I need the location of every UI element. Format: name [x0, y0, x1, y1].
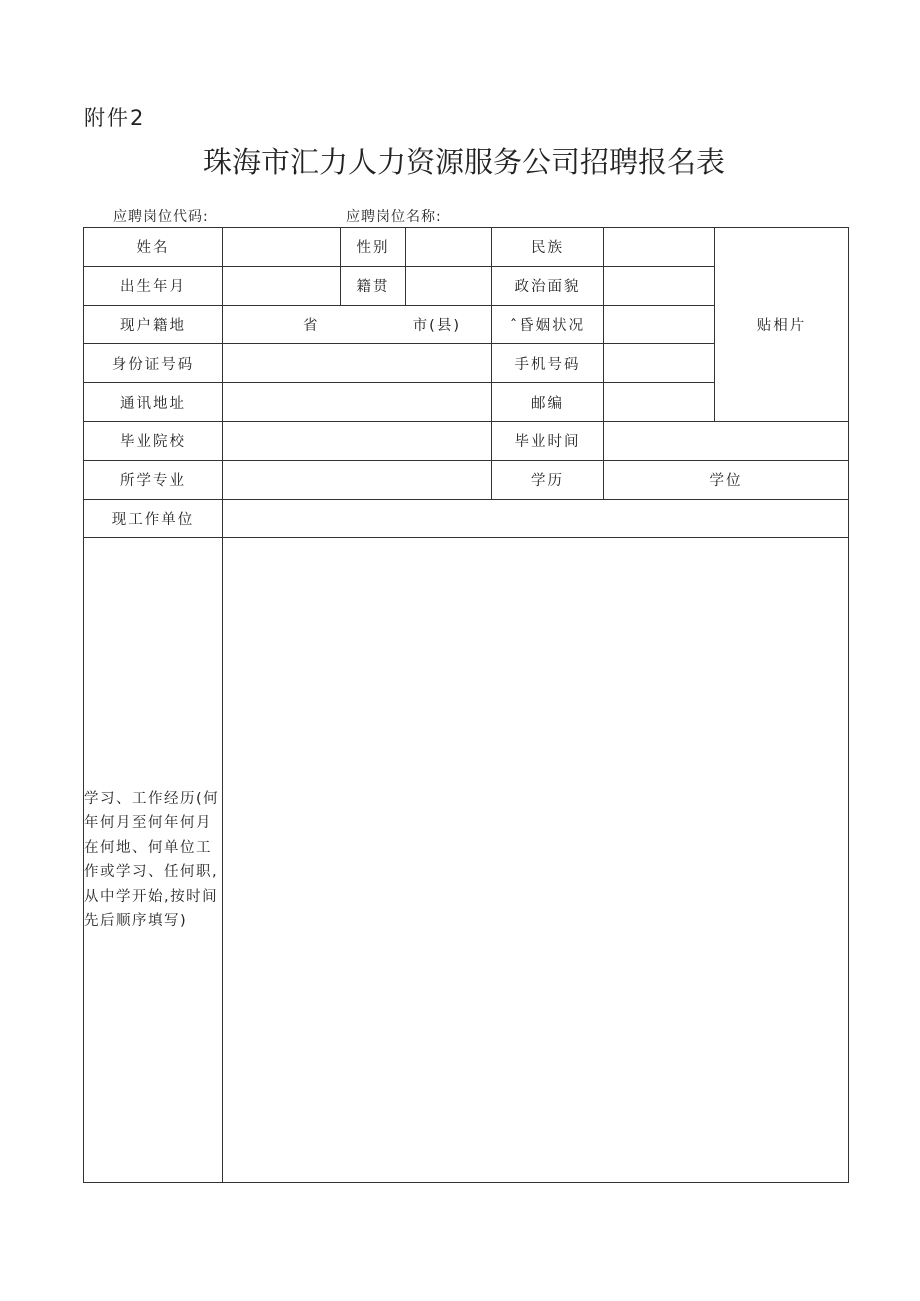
political-label: 政治面貌: [492, 266, 604, 305]
gender-field[interactable]: [406, 228, 492, 267]
native-place-field[interactable]: [406, 266, 492, 305]
birth-label: 出生年月: [84, 266, 223, 305]
political-field[interactable]: [604, 266, 715, 305]
address-field[interactable]: [223, 383, 492, 422]
id-label: 身份证号码: [84, 344, 223, 383]
name-label: 姓名: [84, 228, 223, 267]
grad-time-label: 毕业时间: [492, 421, 604, 460]
household-field[interactable]: [223, 305, 492, 344]
phone-field[interactable]: [604, 344, 715, 383]
grad-time-field[interactable]: [604, 421, 849, 460]
marital-field[interactable]: [604, 305, 715, 344]
attachment-label: 附件2: [84, 106, 146, 130]
phone-label: 手机号码: [492, 344, 604, 383]
degree-label: 学位: [709, 473, 743, 490]
major-field[interactable]: [223, 460, 492, 499]
postcode-field[interactable]: [604, 383, 715, 422]
birth-field[interactable]: [223, 266, 341, 305]
household-label: 现户籍地: [84, 305, 223, 344]
page-title: 珠海市汇力人力资源服务公司招聘报名表: [202, 145, 725, 179]
gender-label: 性别: [341, 228, 406, 267]
position-name-label: 应聘岗位名称:: [346, 209, 442, 225]
employer-field[interactable]: [223, 499, 849, 538]
major-label: 所学专业: [84, 460, 223, 499]
photo-area[interactable]: [715, 228, 849, 422]
id-field[interactable]: [223, 344, 492, 383]
ethnicity-label: 民族: [492, 228, 604, 267]
school-field[interactable]: [223, 421, 492, 460]
address-label: 通讯地址: [84, 383, 223, 422]
city-label: 市(县): [412, 317, 461, 334]
marital-label: ˆ昏姻状况: [492, 305, 604, 344]
registration-form-table: [83, 227, 849, 1183]
degree-field[interactable]: [604, 460, 849, 499]
history-field[interactable]: [223, 538, 849, 1183]
photo-label: 贴相片: [756, 317, 807, 334]
name-field[interactable]: [223, 228, 341, 267]
education-label: 学历: [492, 460, 604, 499]
province-label: 省: [303, 317, 320, 334]
history-label: 学习、工作经历(何年何月至何年何月在何地、何单位工作或学习、任何职,从中学开始,按时间先后顺序填写): [84, 538, 223, 1183]
position-code-label: 应聘岗位代码:: [113, 209, 209, 225]
native-place-label: 籍贯: [341, 266, 406, 305]
postcode-label: 邮编: [492, 383, 604, 422]
employer-label: 现工作单位: [84, 499, 223, 538]
ethnicity-field[interactable]: [604, 228, 715, 267]
school-label: 毕业院校: [84, 421, 223, 460]
